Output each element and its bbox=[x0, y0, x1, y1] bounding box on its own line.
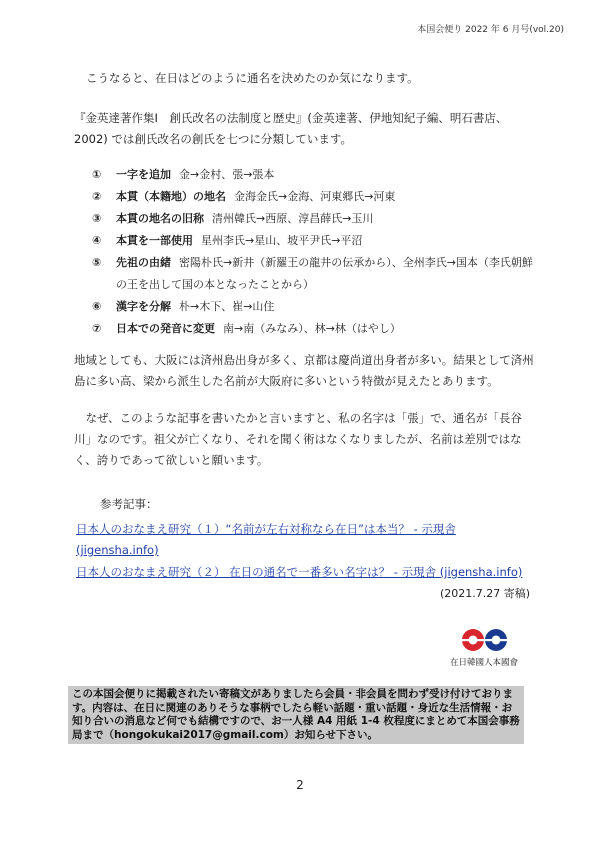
category-examples: 密陽朴氏→新井（新羅王の龍井の伝承から）、全州李氏→国本（李氏朝鮮の王を出して国の本となったことから） bbox=[116, 256, 533, 291]
category-term: 一字を追加 bbox=[116, 168, 171, 181]
category-term: 本貫を一部使用 bbox=[116, 234, 193, 247]
category-examples: 金→金村、張→張本 bbox=[179, 168, 275, 181]
reason-paragraph: なぜ、このような記事を書いたかと言いますと、私の名字は「張」で、通名が「長谷川」なのです。祖父が亡くなり、それを聞く術はなくなりましたが、名前は差別ではなく、誇りであって欲しいと願います。 bbox=[74, 411, 522, 467]
contribution-date: (2021.7.27 寄稿) bbox=[439, 587, 530, 600]
category-term: 本貫の地名の旧称 bbox=[116, 212, 204, 225]
organization-name: 在日韓國人本國會 bbox=[450, 658, 519, 668]
category-examples: 朴→木下、崔→山住 bbox=[179, 300, 275, 313]
reference-link-1[interactable]: 日本人のおなまえ研究（１）“名前が左右対称なら在日”は本当？ - 示現舎 (jigensha.info) bbox=[76, 522, 456, 557]
category-examples: 星州李氏→星山、坡平尹氏→平沼 bbox=[201, 234, 363, 247]
item-number: ⑤ bbox=[92, 256, 102, 269]
reference-link-2[interactable]: 日本人のおなまえ研究（２） 在日の通名で一番多い名字は？ - 示現舎 (jigensha.info) bbox=[76, 565, 523, 579]
reference-paragraph: 『金英達著作集Ⅰ 創氏改名の法制度と歴史』(金英達著、伊地知紀子編、明石書店、2002) では創氏改名の創氏を七つに分類しています。 bbox=[74, 111, 508, 146]
page-header: 本国会便り 2022 年 6 月号(vol.20) bbox=[417, 25, 564, 35]
category-term: 本貫（本籍地）の地名 bbox=[116, 190, 226, 203]
list-item bbox=[92, 296, 542, 318]
list-item bbox=[92, 230, 542, 252]
category-list bbox=[92, 164, 542, 340]
item-number: ⑥ bbox=[92, 300, 102, 313]
item-number: ② bbox=[92, 190, 102, 203]
category-examples: 南→南（みなみ）、林→林（はやし） bbox=[223, 322, 401, 335]
item-number: ① bbox=[92, 168, 102, 181]
list-item bbox=[92, 318, 542, 340]
category-examples: 金海金氏→金海、河東郷氏→河東 bbox=[234, 190, 396, 203]
organization-logo-icon bbox=[458, 627, 514, 653]
category-term: 先祖の由緒 bbox=[116, 256, 171, 269]
intro-paragraph: こうなると、在日はどのように通名を決めたのか気になります。 bbox=[86, 71, 419, 85]
page-number: 2 bbox=[296, 778, 304, 792]
item-number: ③ bbox=[92, 212, 102, 225]
category-examples: 清州韓氏→西原、淳昌薛氏→玉川 bbox=[212, 212, 374, 225]
region-paragraph: 地域としても、大阪には済州島出身が多く、京都は慶尚道出身者が多い。結果として済州島に多い高、梁から派生した名前が大阪府に多いという特徴が見えたとあります。 bbox=[74, 353, 534, 388]
list-item bbox=[92, 186, 542, 208]
references-title: 参考記事： bbox=[100, 497, 158, 511]
list-item bbox=[92, 252, 542, 296]
list-item bbox=[92, 164, 542, 186]
category-term: 日本での発音に変更 bbox=[116, 322, 215, 335]
item-number: ④ bbox=[92, 234, 102, 247]
category-term: 漢字を分解 bbox=[116, 300, 171, 313]
submission-notice: この本国会便りに掲載されたい寄稿文がありましたら会員・非会員を問わず受け付けております。内容は、在日に関連のありそうな事柄でしたら軽い話題・重い話題・身近な生活情報・お知り合いの消息など何でも結構ですので、お一人様 A4 用紙 1-4 枚程度にまとめて本国会事務局まで（hongokukai2017@gmail.com）お知らせ下さい。 bbox=[68, 686, 524, 744]
list-item bbox=[92, 208, 542, 230]
item-number: ⑦ bbox=[92, 322, 102, 335]
